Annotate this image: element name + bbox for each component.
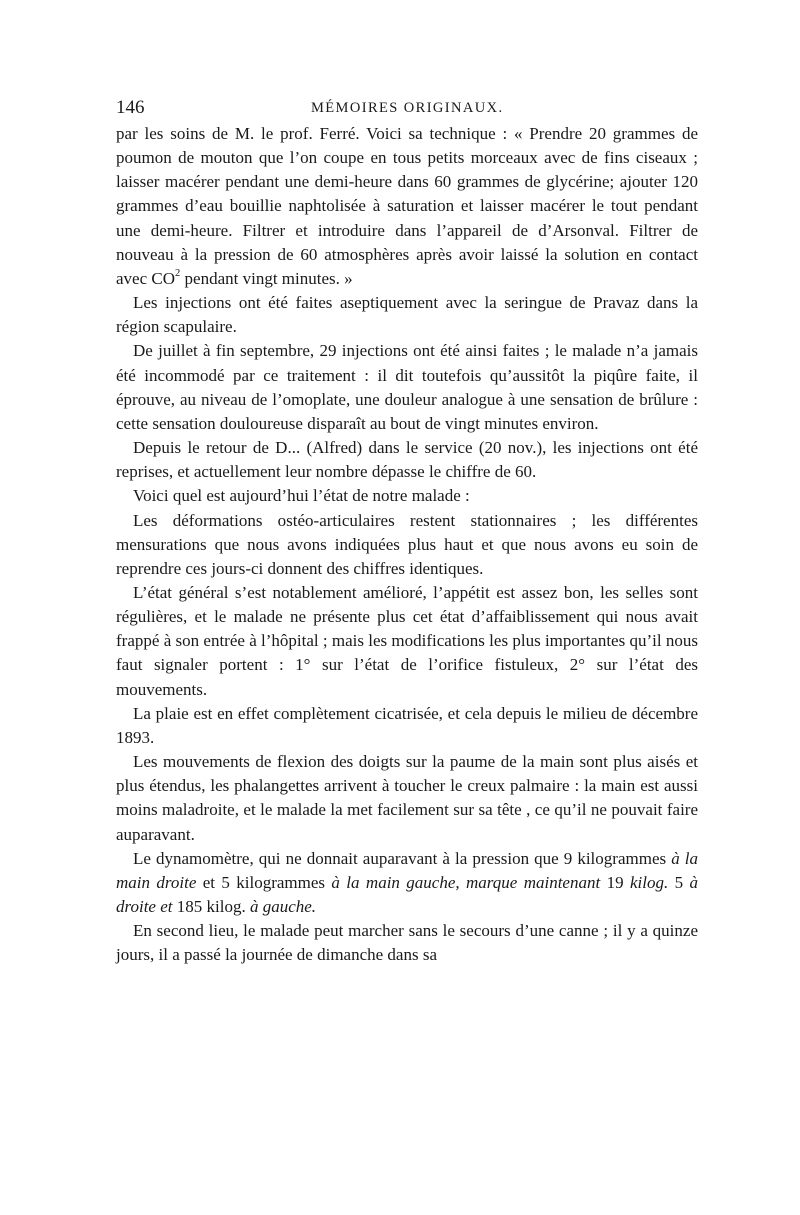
text-run: 185 kilog. <box>172 897 250 916</box>
paragraph-general-state: L’état général s’est notablement amélioré, l’appétit est assez bon, les selles sont régulières, et le malade ne présente plus cet état d’affaiblissement qui nous avait frappé à son entrée à l’hôpital ; mais les modifications les plus importantes qu’il nous faut signaler portent : 1° sur l’état de l’orifice fistuleux, 2° sur l’état des mouvements. <box>116 582 698 699</box>
paragraph-technique <box>116 122 698 291</box>
text-run: et 5 kilogrammes <box>196 872 332 892</box>
italic-run: à gauche. <box>249 897 317 916</box>
superscript: 2 <box>175 268 181 280</box>
italic-run: kilog. <box>629 872 669 892</box>
running-head: MÉMOIRES ORIGINAUX. <box>311 100 504 116</box>
italic-run: à droite et <box>116 872 698 916</box>
italic-run: à la main droite <box>116 848 698 892</box>
page-number: 146 <box>116 97 145 118</box>
paragraph-movements: Les mouvements de flexion des doigts sur la paume de la main sont plus aisés et plus étendus, les phalangettes arrivent à toucher le creux palmaire : la main est aussi moins maladroite, et le malade la met facilement sur sa tête , ce qu’il ne pouvait faire auparavant. <box>116 752 698 844</box>
paragraph-return: Depuis le retour de D... (Alfred) dans le service (20 nov.), les injections ont été reprises, et actuellement leur nombre dépasse le chiffre de 60. <box>116 438 698 482</box>
paragraph-injections: Les injections ont été faites aseptiquement avec la seringue de Pravaz dans la région scapulaire. <box>116 293 698 337</box>
paragraph-wound: La plaie est en effet complètement cicatrisée, et cela depuis le milieu de décembre 1893. <box>116 703 698 747</box>
body-text <box>116 122 698 967</box>
paragraph-dynamometer <box>116 847 698 919</box>
paragraph-text: pendant vingt minutes. » <box>180 268 353 288</box>
text-run: Le dynamomètre, qui ne donnait auparavant à la pression que 9 kilogrammes <box>133 848 672 868</box>
text-run: 5 <box>668 872 690 892</box>
italic-run: à la main gauche, marque maintenant <box>331 872 601 892</box>
paragraph-july-september: De juillet à fin septembre, 29 injections ont été ainsi faites ; le malade n’a jamais été incommodé par ce traitement : il dit toutefois qu’aussitôt la piqûre faite, il éprouve, au niveau de l’omoplate, une douleur analogue à une sensation de brûlure : cette sensation douloureuse disparaît au bout de vingt minutes environ. <box>116 341 698 433</box>
paragraph-current-state: Voici quel est aujourd’hui l’état de notre malade : <box>133 486 470 506</box>
text-run: 19 <box>600 872 630 892</box>
paragraph-walking: En second lieu, le malade peut marcher sans le secours d’une canne ; il y a quinze jours, il a passé la journée de dimanche dans sa <box>116 921 698 965</box>
paragraph-text: par les soins de M. le prof. Ferré. Voici sa technique : « Prendre 20 grammes de poumon de mouton que l’on coupe en tous petits morceaux avec de fins ciseaux ; laisser macérer pendant une demi-heure dans 60 grammes de glycérine; ajouter 120 grammes d’eau bouillie naphtolisée à saturation et laisser macérer le tout pendant une demi-heure. Filtrer et introduire dans l’appareil de d’Arsonval. Filtrer de nouveau à la pression de 60 atmosphères après avoir laissé la solution en contact avec CO <box>116 124 698 288</box>
paragraph-deformations: Les déformations ostéo-articulaires restent stationnaires ; les différentes mensurations que nous avons indiquées plus haut et que nous avons eu soin de reprendre ces jours-ci donnent des chiffres identiques. <box>116 510 698 578</box>
